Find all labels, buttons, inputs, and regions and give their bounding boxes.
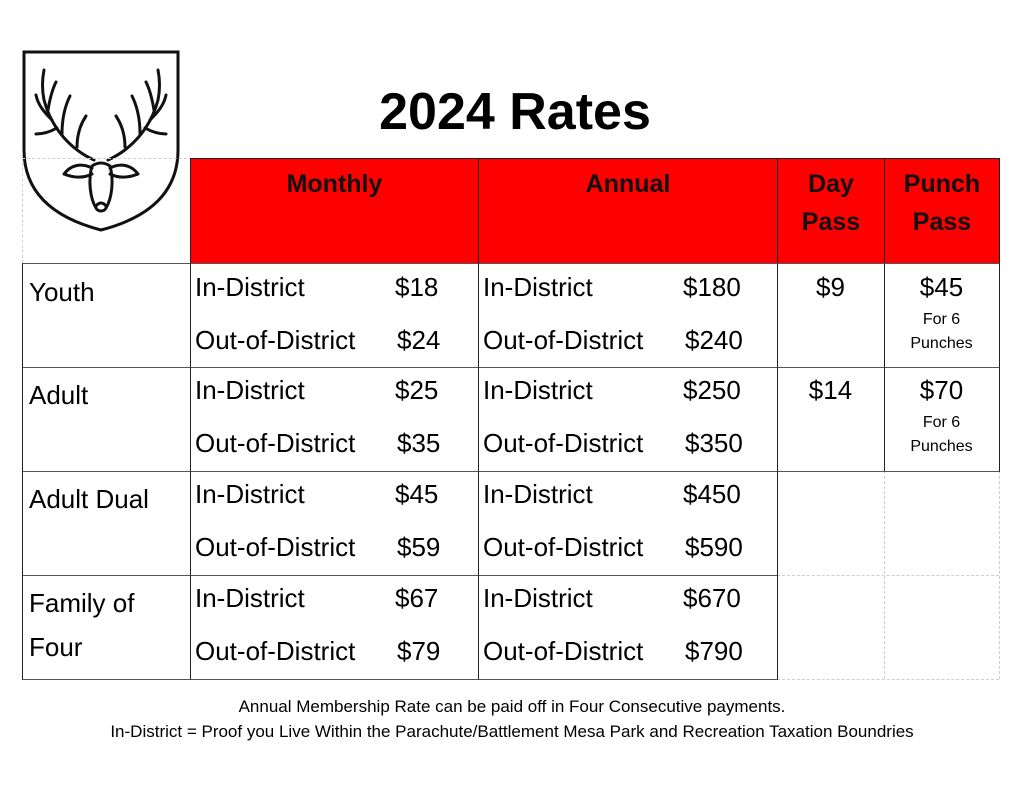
annual-cell [478, 471, 778, 576]
footer-note-payments: Annual Membership Rate can be paid off in Four Consecutive payments. [238, 697, 786, 716]
punch-pass-note: For 6 [922, 414, 961, 431]
monthly-cell [190, 367, 479, 472]
punch-pass-note: For 6 [922, 311, 961, 328]
row-category-label: Four [29, 632, 83, 662]
out-of-district-label: Out-of-District [195, 325, 356, 355]
in-district-label: In-District [483, 272, 593, 302]
out-of-district-price: $790 [685, 636, 743, 666]
guide-line [22, 158, 23, 263]
header-day-pass [777, 158, 885, 264]
guide-line [22, 158, 192, 159]
out-of-district-price: $350 [685, 428, 743, 458]
header-monthly-label: Monthly [286, 170, 383, 198]
row-category-youth [22, 263, 191, 368]
in-district-label: In-District [195, 583, 305, 613]
in-district-price: $45 [395, 479, 439, 509]
day-pass-price: $9 [816, 272, 845, 302]
guide-line [777, 575, 999, 576]
out-of-district-label: Out-of-District [483, 428, 644, 458]
out-of-district-price: $240 [685, 325, 743, 355]
row-category-label: Adult Dual [29, 484, 149, 514]
in-district-label: In-District [195, 272, 305, 302]
row-category-family-of-four [22, 575, 191, 680]
header-day-pass-line1: Day [808, 170, 854, 198]
deer-antlers-shield-icon [22, 50, 180, 232]
out-of-district-price: $24 [397, 325, 441, 355]
out-of-district-price: $590 [685, 532, 743, 562]
row-category-label: Adult [29, 380, 89, 410]
annual-cell [478, 575, 778, 680]
in-district-label: In-District [483, 479, 593, 509]
row-category-label: Family of [29, 588, 135, 618]
in-district-price: $67 [395, 583, 439, 613]
day-pass-cell [777, 263, 885, 368]
monthly-cell [190, 575, 479, 680]
in-district-price: $18 [395, 272, 439, 302]
guide-line [777, 679, 999, 680]
punch-pass-cell [884, 367, 1000, 472]
header-day-pass-line2: Pass [801, 208, 861, 236]
out-of-district-label: Out-of-District [483, 636, 644, 666]
in-district-price: $450 [683, 479, 741, 509]
in-district-label: In-District [483, 375, 593, 405]
punch-pass-cell [884, 263, 1000, 368]
out-of-district-price: $59 [397, 532, 441, 562]
header-punch-pass-line2: Pass [912, 208, 972, 236]
guide-line [999, 471, 1000, 679]
in-district-label: In-District [195, 479, 305, 509]
in-district-price: $180 [683, 272, 741, 302]
header-monthly [190, 158, 479, 264]
page-title: 2024 Rates [379, 83, 651, 141]
header-punch-pass [884, 158, 1000, 264]
out-of-district-label: Out-of-District [483, 532, 644, 562]
out-of-district-label: Out-of-District [195, 636, 356, 666]
out-of-district-label: Out-of-District [195, 428, 356, 458]
punch-pass-price: $70 [919, 375, 964, 405]
row-category-adult [22, 367, 191, 472]
day-pass-cell [777, 367, 885, 472]
out-of-district-label: Out-of-District [483, 325, 644, 355]
punch-pass-note: Punches [910, 438, 973, 455]
footer-note-in-district: In-District = Proof you Live Within the Parachute/Battlement Mesa Park and Recreation Taxation Boundries [110, 722, 914, 741]
row-category-adult-dual [22, 471, 191, 576]
out-of-district-label: Out-of-District [195, 532, 356, 562]
monthly-cell [190, 263, 479, 368]
annual-cell [478, 263, 778, 368]
header-punch-pass-line1: Punch [903, 170, 981, 198]
out-of-district-price: $35 [397, 428, 441, 458]
in-district-label: In-District [483, 583, 593, 613]
guide-line [884, 471, 885, 679]
in-district-price: $250 [683, 375, 741, 405]
monthly-cell [190, 471, 479, 576]
day-pass-price: $14 [808, 375, 853, 405]
header-annual [478, 158, 778, 264]
in-district-label: In-District [195, 375, 305, 405]
punch-pass-price: $45 [919, 272, 964, 302]
in-district-price: $670 [683, 583, 741, 613]
row-category-label: Youth [29, 277, 95, 307]
header-annual-label: Annual [585, 170, 671, 198]
annual-cell [478, 367, 778, 472]
punch-pass-note: Punches [910, 335, 973, 352]
out-of-district-price: $79 [397, 636, 441, 666]
in-district-price: $25 [395, 375, 439, 405]
